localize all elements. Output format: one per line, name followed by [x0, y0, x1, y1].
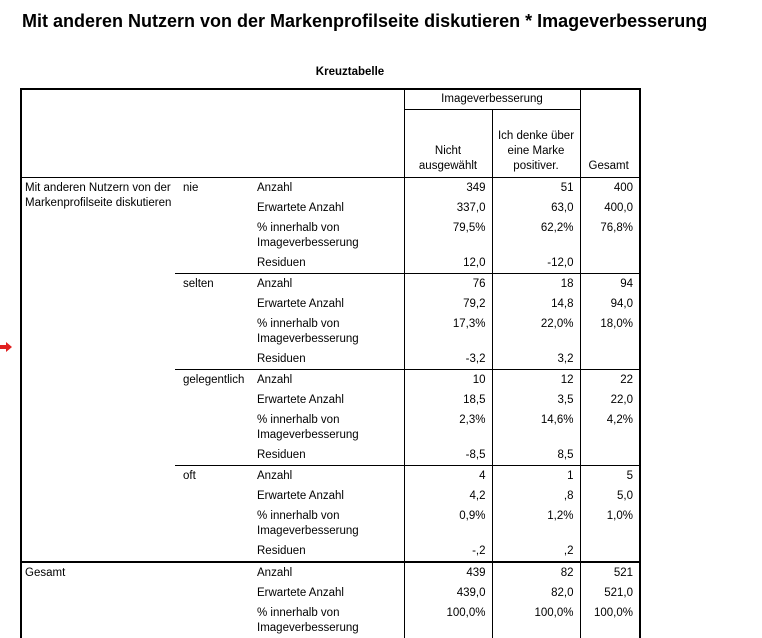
- group-label: gelegentlich: [175, 370, 254, 466]
- stat-label: Erwartete Anzahl: [257, 587, 344, 599]
- cell-value: 22: [580, 370, 640, 391]
- cell-value: 100,0%: [492, 603, 580, 638]
- cell-value: 521,0: [580, 583, 640, 603]
- cell-value: ,2: [492, 541, 580, 562]
- cell-value: 400,0: [580, 198, 640, 218]
- cell-value: 349: [404, 178, 492, 199]
- cell-value: 4,2: [404, 486, 492, 506]
- stat-label: Anzahl: [254, 562, 404, 583]
- cell-value: 3,5: [492, 390, 580, 410]
- cell-value: -,2: [404, 541, 492, 562]
- cell-value: ,8: [492, 486, 580, 506]
- stat-label: Erwartete Anzahl: [257, 490, 344, 502]
- stat-label: Erwartete Anzahl: [257, 298, 344, 310]
- group-label: nie: [175, 178, 254, 274]
- table-row: [21, 178, 640, 199]
- cell-value: 22,0%: [492, 314, 580, 349]
- cell-value: 5: [580, 466, 640, 487]
- cell-value: 4,2%: [580, 410, 640, 445]
- cell-value: 439: [404, 562, 492, 583]
- group-label: oft: [175, 466, 254, 563]
- header-group: Imageverbesserung: [404, 89, 580, 110]
- cell-value: -12,0: [492, 253, 580, 274]
- cell-value: [580, 349, 640, 370]
- cell-value: 63,0: [492, 198, 580, 218]
- cell-value: 14,6%: [492, 410, 580, 445]
- header-blank: [21, 89, 404, 178]
- cell-value: 14,8: [492, 294, 580, 314]
- cell-value: 1,0%: [580, 506, 640, 541]
- header-nicht-ausgewaehlt: Nicht ausgewählt: [404, 110, 492, 178]
- total-label: Gesamt: [21, 562, 254, 638]
- stat-label: % innerhalb von Imageverbesserung: [257, 318, 359, 345]
- cell-value: 3,2: [492, 349, 580, 370]
- cell-value: 76,8%: [580, 218, 640, 253]
- stat-label: Anzahl: [254, 274, 404, 295]
- cell-value: 8,5: [492, 445, 580, 466]
- row-variable-label: Mit anderen Nutzern von der Markenprofilseite diskutieren: [21, 178, 175, 563]
- cell-value: 521: [580, 562, 640, 583]
- stat-label: Residuen: [257, 257, 306, 269]
- stat-label: Anzahl: [254, 178, 404, 199]
- group-label: selten: [175, 274, 254, 370]
- cell-value: 82: [492, 562, 580, 583]
- cell-value: 337,0: [404, 198, 492, 218]
- cell-value: 100,0%: [404, 603, 492, 638]
- stat-label: % innerhalb von Imageverbesserung: [257, 222, 359, 249]
- cell-value: 51: [492, 178, 580, 199]
- cell-value: -3,2: [404, 349, 492, 370]
- page-title: Mit anderen Nutzern von der Markenprofilseite diskutieren * Imageverbesserung: [22, 11, 708, 31]
- cell-value: 10: [404, 370, 492, 391]
- cell-value: -8,5: [404, 445, 492, 466]
- cell-value: 439,0: [404, 583, 492, 603]
- arrow-right-icon: [0, 341, 12, 353]
- header-gesamt: Gesamt: [580, 89, 640, 178]
- cell-value: [580, 541, 640, 562]
- cell-value: 18: [492, 274, 580, 295]
- cell-value: 400: [580, 178, 640, 199]
- cell-value: 1,2%: [492, 506, 580, 541]
- stat-label: % innerhalb von Imageverbesserung: [257, 607, 359, 634]
- cell-value: 62,2%: [492, 218, 580, 253]
- cell-value: 79,5%: [404, 218, 492, 253]
- cell-value: 0,9%: [404, 506, 492, 541]
- cell-value: 2,3%: [404, 410, 492, 445]
- cell-value: 18,0%: [580, 314, 640, 349]
- cell-value: 1: [492, 466, 580, 487]
- stat-label: Residuen: [257, 353, 306, 365]
- cell-value: 76: [404, 274, 492, 295]
- table-row: [21, 562, 640, 583]
- stat-label: Erwartete Anzahl: [257, 394, 344, 406]
- cell-value: 12: [492, 370, 580, 391]
- cell-value: [580, 445, 640, 466]
- header-positiver: Ich denke über eine Marke positiver.: [492, 110, 580, 178]
- cell-value: 100,0%: [580, 603, 640, 638]
- cell-value: 18,5: [404, 390, 492, 410]
- stat-label: % innerhalb von Imageverbesserung: [257, 414, 359, 441]
- cell-value: 22,0: [580, 390, 640, 410]
- stat-label: Residuen: [257, 545, 306, 557]
- cell-value: 79,2: [404, 294, 492, 314]
- cell-value: [580, 253, 640, 274]
- stat-label: % innerhalb von Imageverbesserung: [257, 510, 359, 537]
- cell-value: 4: [404, 466, 492, 487]
- stat-label: Anzahl: [254, 466, 404, 487]
- cell-value: 94: [580, 274, 640, 295]
- cell-value: 82,0: [492, 583, 580, 603]
- cell-value: 94,0: [580, 294, 640, 314]
- stat-label: Residuen: [257, 449, 306, 461]
- cell-value: 17,3%: [404, 314, 492, 349]
- table-caption: Kreuztabelle: [315, 66, 385, 78]
- cell-value: 5,0: [580, 486, 640, 506]
- crosstab-table: [20, 88, 641, 638]
- stat-label: Anzahl: [254, 370, 404, 391]
- stat-label: Erwartete Anzahl: [257, 202, 344, 214]
- cell-value: 12,0: [404, 253, 492, 274]
